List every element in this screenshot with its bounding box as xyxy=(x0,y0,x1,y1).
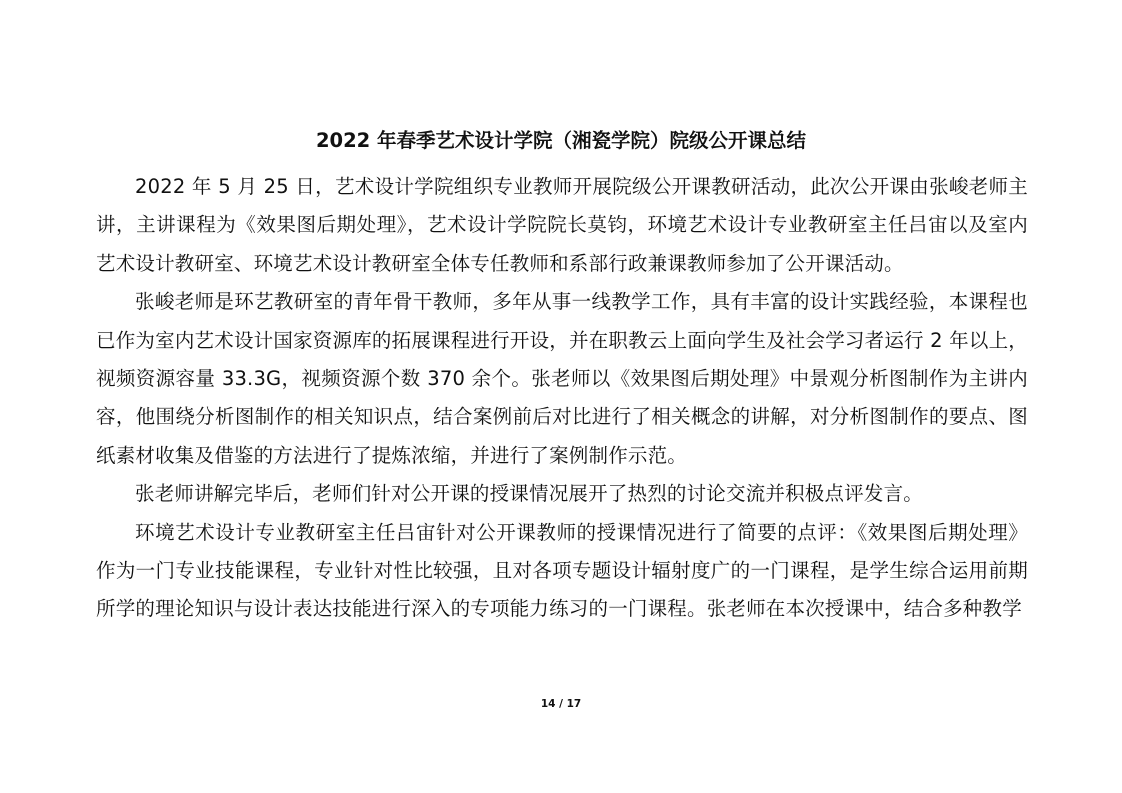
paragraph-2: 张峻老师是环艺教研室的青年骨干教师，多年从事一线教学工作，具有丰富的设计实践经验，本课程也已作为室内艺术设计国家资源库的拓展课程进行开设，并在职教云上面向学生及社会学习者运行 2 年以上，视频资源容量 33.3G，视频资源个数 370 余个。张老师以《效果图后期处理》中景观分析图制作为主讲内容，他围绕分析图制作的相关知识点，结合案例前后对比进行了相关概念的讲解，对分析图制作的要点、图纸素材收集及借鉴的方法进行了提炼浓缩，并进行了案例制作示范。 xyxy=(96,290,1028,467)
paragraph-3: 张老师讲解完毕后，老师们针对公开课的授课情况展开了热烈的讨论交流并积极点评发言。 xyxy=(135,482,924,506)
paragraph-4: 环境艺术设计专业教研室主任吕宙针对公开课教师的授课情况进行了简要的点评：《效果图后期处理》作为一门专业技能课程，专业针对性比较强，且对各项专题设计辐射度广的一门课程，是学生综合运用前期所学的理论知识与设计表达技能进行深入的专项能力练习的一门课程。张老师在本次授课中，结合多种教学 xyxy=(96,520,1028,621)
document-title: 2022 年春季艺术设计学院（湘瓷学院）院级公开课总结 xyxy=(315,129,807,152)
document-body xyxy=(96,168,1028,629)
page-number: 14 / 17 xyxy=(540,698,582,710)
paragraph-1: 2022 年 5 月 25 日，艺术设计学院组织专业教师开展院级公开课教研活动，此次公开课由张峻老师主讲，主讲课程为《效果图后期处理》，艺术设计学院院长莫钧，环境艺术设计专业教研室主任吕宙以及室内艺术设计教研室、环境艺术设计教研室全体专任教师和系部行政兼课教师参加了公开课活动。 xyxy=(96,175,1028,275)
